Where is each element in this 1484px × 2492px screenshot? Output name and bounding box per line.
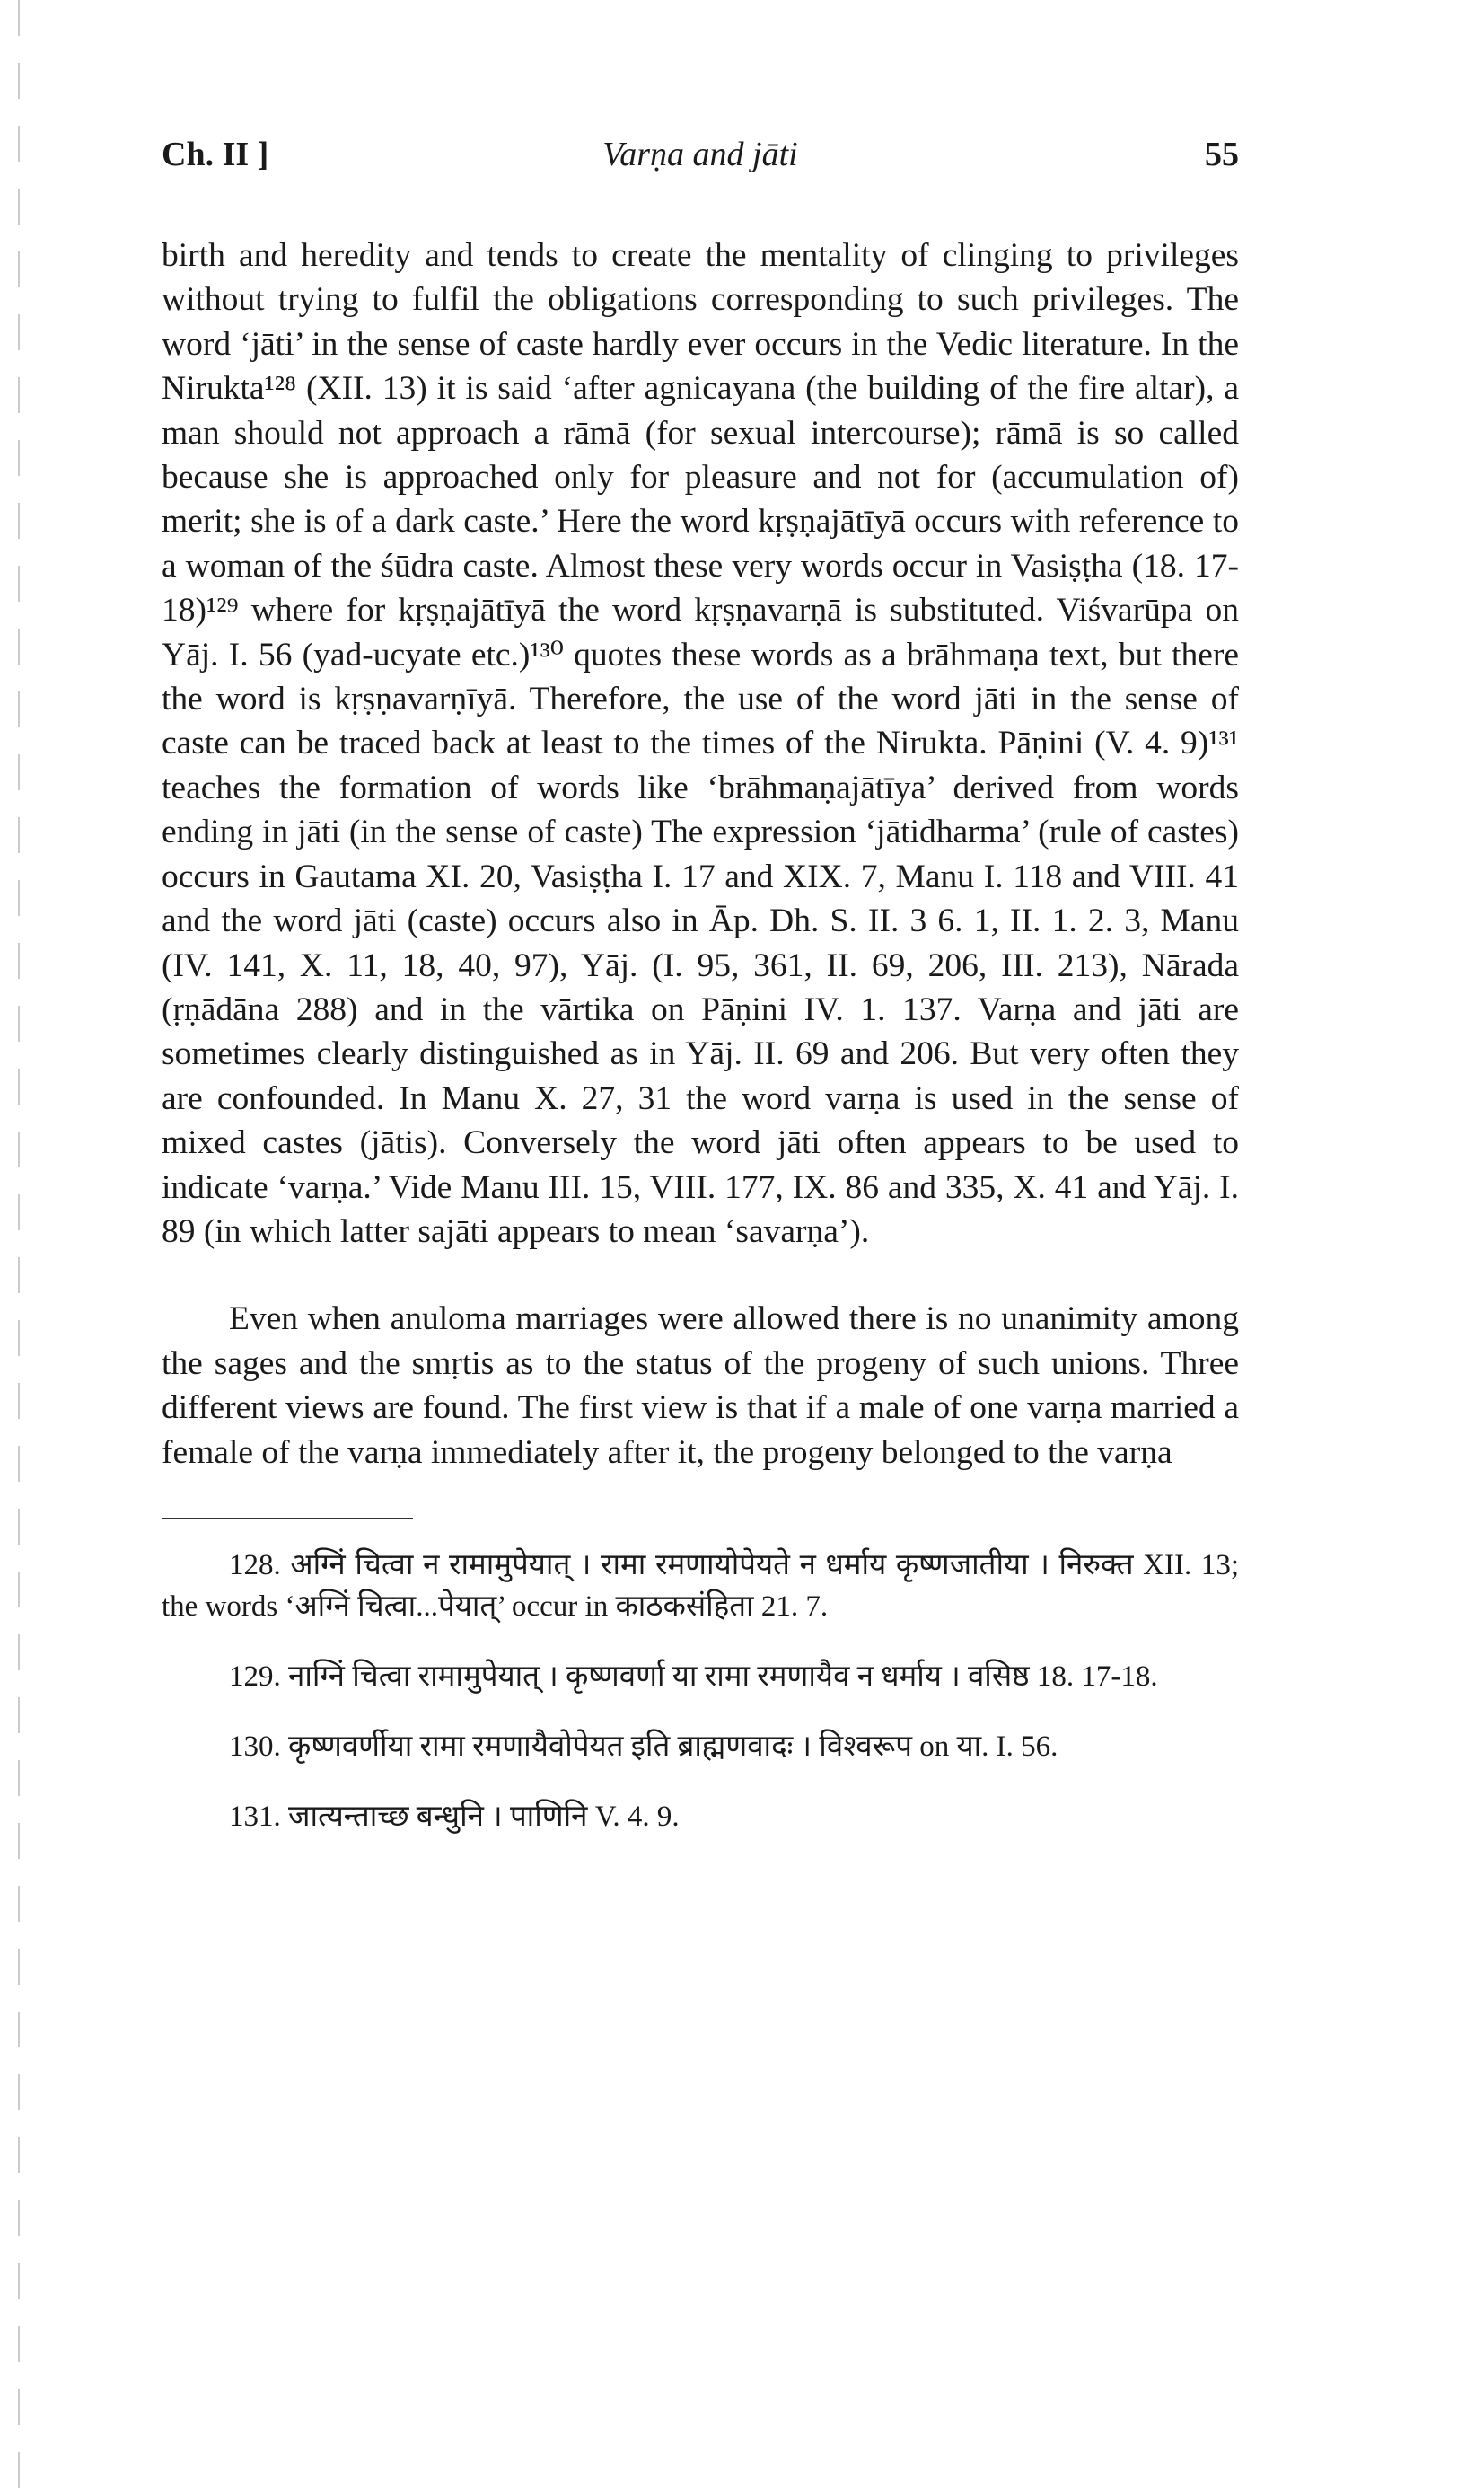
footnotes — [162, 1545, 1239, 1837]
paragraph: Even when anuloma marriages were allowed there is no unanimity among the sages and the smṛtis as to the status of the progeny of such unions. Three different views are found. The first view is that if a male of one varṇa married a female of the varṇa immediately after it, the progeny belonged to the varṇa — [162, 1300, 1239, 1471]
body-text — [162, 233, 1239, 1475]
footnote-130: 130. कृष्णवर्णीया रामा रमणायैवोपेयत इति ब्राह्मणवादः । विश्वरूप on या. I. 56. — [229, 1730, 1058, 1763]
book-page — [162, 135, 1239, 1866]
page-number: 55 — [1205, 136, 1239, 173]
footnote-129: 129. नाग्निं चित्वा रामामुपेयात् । कृष्णवर्णा या रामा रमणायैव न धर्माय । वसिष्ठ 18. 17-18. — [229, 1660, 1158, 1693]
footnote-131: 131. जात्यन्ताच्छ बन्धुनि । पाणिनि V. 4. 9. — [229, 1800, 680, 1833]
running-title: Varṇa and jāti — [602, 136, 798, 173]
paragraph: birth and heredity and tends to create the mentality of clinging to privileges without trying to fulfil the obligations corresponding to such privileges. The word ‘jāti’ in the sense of caste hardly ever occurs in the Vedic literature. In the Nirukta¹²⁸ (XII. 13) it is said ‘after agnicayana (the building of the fire altar), a man should not approach a rāmā (for sexual intercourse); rāmā is so called because she is approached only for pleasure and not for (accumulation of) merit; she is of a dark caste.’ Here the word kṛṣṇajātīyā occurs with reference to a woman of the śūdra caste. Almost these very words occur in Vasiṣṭha (18. 17-18)¹²⁹ where for kṛṣṇajātīyā the word kṛṣṇavarṇā is substituted. Viśvarūpa on Yāj. I. 56 (yad-ucyate etc.)¹³⁰ quotes these words as a brāhmaṇa text, but there the word is kṛṣṇavarṇīyā. Therefore, the use of the word jāti in the sense of caste can be traced back at least to the times of the Nirukta. Pāṇini (V. 4. 9)¹³¹ teaches the formation of words like ‘brāhmaṇajātīya’ derived from words ending in jāti (in the sense of caste) The expression ‘jātidharma’ (rule of castes) occurs in Gautama XI. 20, Vasiṣṭha I. 17 and XIX. 7, Manu I. 118 and VIII. 41 and the word jāti (caste) occurs also in Āp. Dh. S. II. 3 6. 1, II. 1. 2. 3, Manu (IV. 141, X. 11, 18, 40, 97), Yāj. (I. 95, 361, II. 69, 206, III. 213), Nārada (ṛṇādāna 288) and in the vārtika on Pāṇini IV. 1. 137. Varṇa and jāti are sometimes clearly distinguished as in Yāj. II. 69 and 206. But very often they are confounded. In Manu X. 27, 31 the word varṇa is used in the sense of mixed castes (jātis). Conversely the word jāti often appears to be used to indicate ‘varṇa.’ Vide Manu III. 15, VIII. 177, IX. 86 and 335, X. 41 and Yāj. I. 89 (in which latter sajāti appears to mean ‘savarṇa’). — [162, 237, 1239, 1250]
footnote-rule — [162, 1518, 413, 1519]
footnote-128: 128. अग्निं चित्वा न रामामुपेयात् । रामा रमणायोपेयते न धर्माय कृष्णजातीया । निरुक्त XII. 13; the words ‘अग्निं चित्वा...पेयात्’ occur in काठकसंहिता 21. 7. — [162, 1548, 1239, 1623]
binding-edge — [18, 0, 20, 2492]
chapter-label: Ch. II ] — [162, 136, 269, 173]
page-header — [162, 135, 1239, 189]
